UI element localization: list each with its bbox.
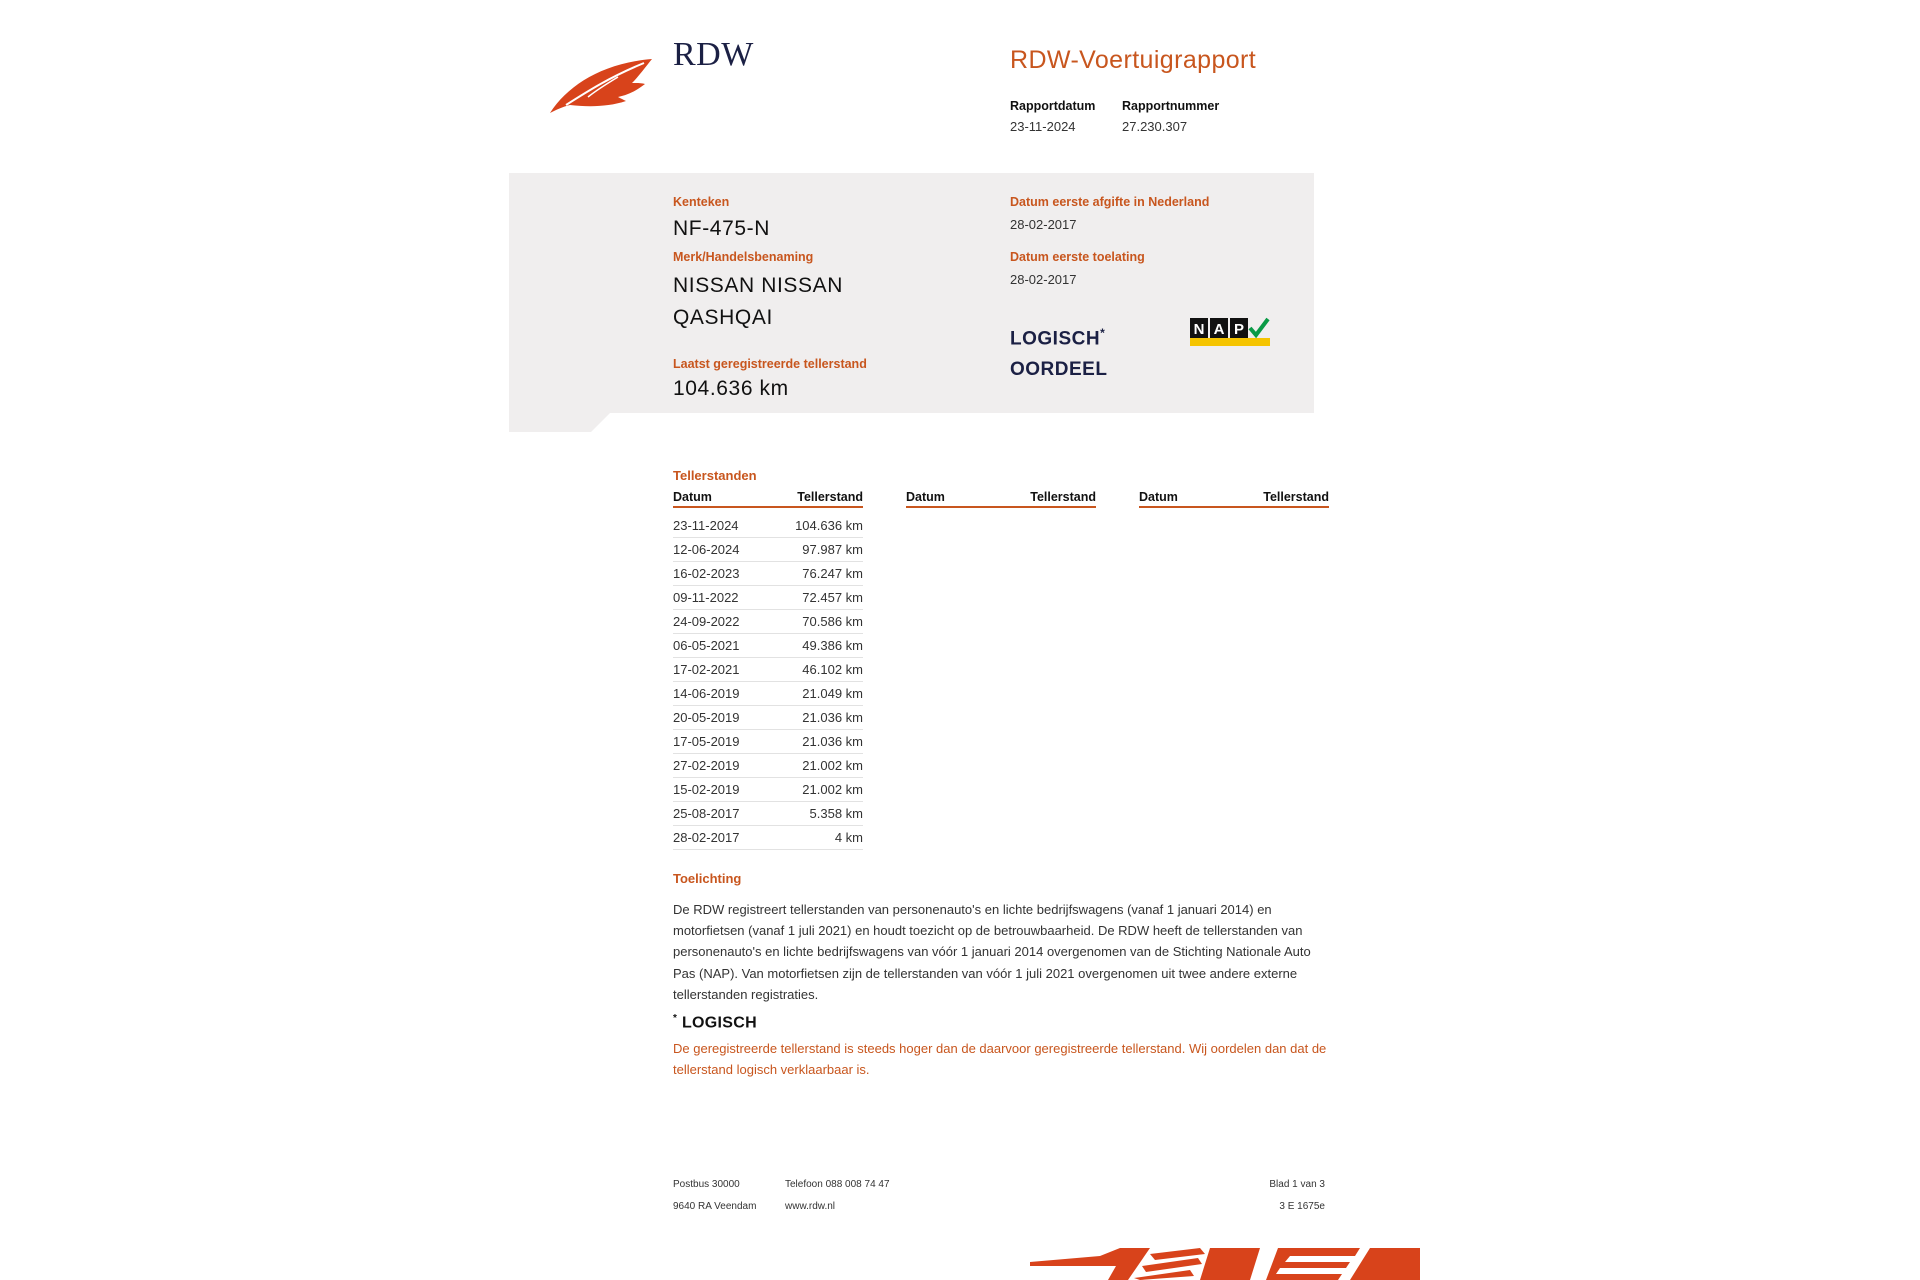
footer-website[interactable]: www.rdw.nl — [785, 1201, 836, 1212]
row-date: 06-05-2021 — [673, 638, 740, 653]
logisch-note-text: De geregistreerde tellerstand is steeds hoger dan de daarvoor geregistreerde tellerstand. Wij oordelen dan dat de tellerstand logisch verklaarbaar is. — [673, 1041, 1327, 1077]
first-issue-nl-date: 28-02-2017 — [1010, 217, 1077, 232]
col-date-header: Datum — [906, 490, 945, 504]
judgement-word: LOGISCH — [1010, 328, 1101, 350]
row-reading: 21.002 km — [802, 758, 863, 773]
logisch-note-star: * — [673, 1013, 678, 1024]
explanation-title: Toelichting — [673, 871, 742, 886]
row-reading: 5.358 km — [809, 806, 863, 821]
odometer-column-2 — [906, 490, 1096, 508]
table-header — [906, 490, 1096, 508]
col-reading-header: Tellerstand — [1263, 490, 1329, 504]
row-reading: 21.049 km — [802, 686, 863, 701]
table-row — [673, 634, 863, 658]
row-reading: 72.457 km — [802, 590, 863, 605]
footer-stripes-decoration — [1030, 1248, 1420, 1280]
odometer-column-1 — [673, 490, 863, 850]
report-date-label: Rapportdatum — [1010, 99, 1096, 113]
license-plate: NF-475-N — [673, 217, 770, 240]
last-odometer-reading: 104.636 km — [673, 377, 789, 400]
row-reading: 21.002 km — [802, 782, 863, 797]
row-date: 09-11-2022 — [673, 590, 739, 605]
table-row — [673, 778, 863, 802]
row-reading: 21.036 km — [802, 710, 863, 725]
table-row — [673, 706, 863, 730]
row-date: 12-06-2024 — [673, 542, 740, 557]
plate-label: Kenteken — [673, 195, 730, 209]
row-reading: 21.036 km — [802, 734, 863, 749]
col-reading-header: Tellerstand — [797, 490, 863, 504]
row-reading: 46.102 km — [802, 662, 863, 677]
table-row — [673, 658, 863, 682]
col-reading-header: Tellerstand — [1030, 490, 1096, 504]
table-row — [673, 562, 863, 586]
vehicle-summary-panel — [509, 173, 1314, 413]
table-row — [673, 826, 863, 850]
table-header — [1139, 490, 1329, 508]
row-date: 17-02-2021 — [673, 662, 740, 677]
row-date: 24-09-2022 — [673, 614, 740, 629]
judgement-label: OORDEEL — [1010, 359, 1108, 381]
make-line-1: NISSAN NISSAN — [673, 274, 844, 297]
row-date: 14-06-2019 — [673, 686, 740, 701]
row-date: 25-08-2017 — [673, 806, 740, 821]
odometer-column-3 — [1139, 490, 1329, 508]
footer-phone: Telefoon 088 008 74 47 — [785, 1179, 890, 1190]
make-line-2: QASHQAI — [673, 306, 773, 329]
row-date: 23-11-2024 — [673, 518, 739, 533]
col-date-header: Datum — [673, 490, 712, 504]
report-number-label: Rapportnummer — [1122, 99, 1220, 113]
row-reading: 70.586 km — [802, 614, 863, 629]
row-date: 27-02-2019 — [673, 758, 740, 773]
odometer-section-title: Tellerstanden — [673, 468, 757, 483]
row-date: 17-05-2019 — [673, 734, 740, 749]
table-header — [673, 490, 863, 508]
report-number: 27.230.307 — [1122, 119, 1188, 134]
footer-page-number: Blad 1 van 3 — [1269, 1179, 1325, 1190]
table-row — [673, 514, 863, 538]
first-admission-date: 28-02-2017 — [1010, 272, 1077, 287]
table-row — [673, 754, 863, 778]
odometer-judgement — [1010, 318, 1107, 385]
make-label: Merk/Handelsbenaming — [673, 250, 814, 264]
footer-address: 9640 RA Veendam — [673, 1201, 757, 1212]
rdw-logo-text: RDW — [673, 36, 754, 73]
nap-letter-p: P — [1233, 321, 1245, 338]
nap-letter-n: N — [1193, 321, 1205, 338]
footer-postbus: Postbus 30000 — [673, 1179, 740, 1190]
col-date-header: Datum — [1139, 490, 1178, 504]
table-row — [673, 610, 863, 634]
report-title: RDW-Voertuigrapport — [1010, 46, 1257, 74]
table-row — [673, 538, 863, 562]
row-date: 15-02-2019 — [673, 782, 740, 797]
logisch-note-word: LOGISCH — [681, 1014, 757, 1032]
rdw-feather-logo — [548, 55, 658, 115]
row-reading: 49.386 km — [802, 638, 863, 653]
first-admission-label: Datum eerste toelating — [1010, 250, 1145, 264]
row-date: 20-05-2019 — [673, 710, 740, 725]
panel-tab-decoration — [509, 412, 611, 432]
row-date: 16-02-2023 — [673, 566, 740, 581]
row-reading: 76.247 km — [802, 566, 863, 581]
row-reading: 97.987 km — [802, 542, 863, 557]
row-reading: 104.636 km — [795, 518, 863, 533]
table-row — [673, 682, 863, 706]
judgement-star: * — [1100, 326, 1106, 340]
footer-document-code: 3 E 1675e — [1279, 1201, 1325, 1212]
odometer-label: Laatst geregistreerde tellerstand — [673, 357, 867, 371]
odometer-rows — [673, 514, 863, 850]
nap-check-icon — [1190, 316, 1270, 346]
table-row — [673, 802, 863, 826]
logisch-note-title — [673, 1013, 757, 1032]
nap-letter-a: A — [1213, 321, 1225, 338]
row-date: 28-02-2017 — [673, 830, 740, 845]
explanation-text: De RDW registreert tellerstanden van personenauto's en lichte bedrijfswagens (vanaf 1 januari 2014) en motorfietsen (vanaf 1 juli 2021) en houdt toezicht op de betrouwbaarheid. De RDW heeft de tellerstanden van personenauto's en lichte bedrijfswagens van vóór 1 januari 2014 overgenomen van de Stichting Nationale Auto Pas (NAP). Van motorfietsen zijn de tellerstanden van vóór 1 juli 2021 overgenomen uit twee andere externe tellerstanden registraties. — [673, 902, 1311, 1002]
first-issue-nl-label: Datum eerste afgifte in Nederland — [1010, 195, 1210, 209]
report-date: 23-11-2024 — [1010, 119, 1076, 134]
table-row — [673, 730, 863, 754]
table-row — [673, 586, 863, 610]
row-reading: 4 km — [834, 830, 863, 845]
